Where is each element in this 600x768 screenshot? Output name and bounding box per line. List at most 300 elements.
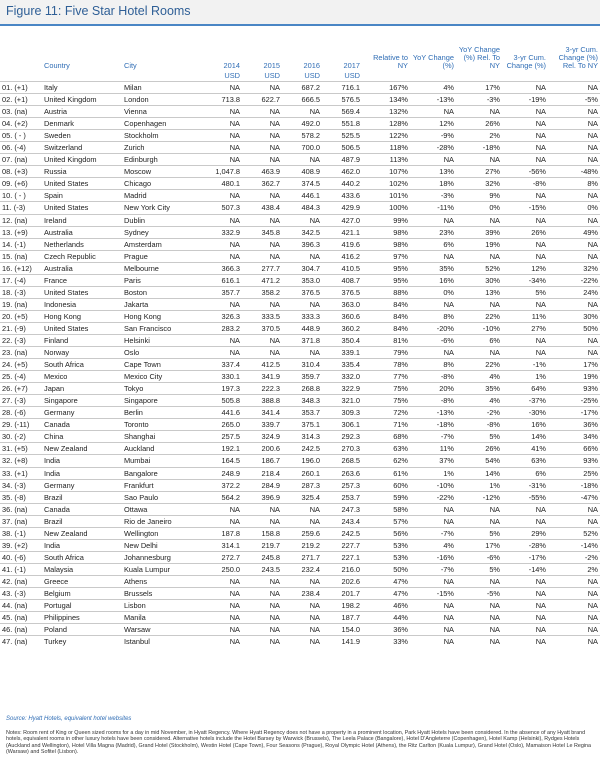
cell-relative-to-ny: 132% — [362, 106, 410, 118]
cell-y2017: 350.4 — [322, 334, 362, 346]
cell-country: New Zealand — [42, 443, 122, 455]
table-row — [0, 166, 600, 178]
unit-cell: USD — [224, 71, 240, 80]
cell-y2016: NA — [282, 575, 322, 587]
cell-cum-3yr-change-rel-ny: NA — [548, 106, 600, 118]
cell-y2015: NA — [242, 575, 282, 587]
cell-relative-to-ny: 59% — [362, 491, 410, 503]
unit-cell — [122, 70, 202, 82]
table-row — [0, 636, 600, 648]
cell-y2017: 335.4 — [322, 359, 362, 371]
table-row — [0, 286, 600, 298]
cell-rank: 21. (-9) — [0, 322, 42, 334]
cell-yoy-change-rel-ny: 13% — [456, 286, 502, 298]
unit-cell: USD — [344, 71, 360, 80]
cell-y2015: NA — [242, 624, 282, 636]
cell-city: Zurich — [122, 142, 202, 154]
table-row — [0, 298, 600, 310]
cell-country: Czech Republic — [42, 250, 122, 262]
cell-country: Canada — [42, 503, 122, 515]
cell-relative-to-ny: 101% — [362, 190, 410, 202]
cell-y2015: NA — [242, 587, 282, 599]
cell-cum-3yr-change-rel-ny: 66% — [548, 443, 600, 455]
cell-y2014: NA — [202, 106, 242, 118]
table-row — [0, 310, 600, 322]
cell-yoy-change: NA — [410, 636, 456, 648]
cell-city: Chicago — [122, 178, 202, 190]
cell-yoy-change: -6% — [410, 334, 456, 346]
cell-yoy-change-rel-ny: NA — [456, 347, 502, 359]
cell-y2015: NA — [242, 118, 282, 130]
table-row — [0, 347, 600, 359]
cell-country: Japan — [42, 383, 122, 395]
cell-rank: 08. (+3) — [0, 166, 42, 178]
cell-country: Spain — [42, 190, 122, 202]
cell-relative-to-ny: 98% — [362, 226, 410, 238]
cell-cum-3yr-change-rel-ny: -2% — [548, 551, 600, 563]
cell-y2014: 314.1 — [202, 539, 242, 551]
cell-rank: 23. (na) — [0, 347, 42, 359]
cell-yoy-change: 0% — [410, 286, 456, 298]
cell-rank: 34. (-3) — [0, 479, 42, 491]
table-header-row — [0, 29, 600, 70]
cell-city: Sydney — [122, 226, 202, 238]
cell-y2015: 243.5 — [242, 563, 282, 575]
cell-cum-3yr-change-rel-ny: NA — [548, 334, 600, 346]
cell-y2017: 506.5 — [322, 142, 362, 154]
cell-city: Sao Paulo — [122, 491, 202, 503]
cell-y2016: NA — [282, 515, 322, 527]
cell-yoy-change: 23% — [410, 226, 456, 238]
cell-city: Stockholm — [122, 130, 202, 142]
cell-yoy-change-rel-ny: 1% — [456, 479, 502, 491]
cell-cum-3yr-change-rel-ny: -17% — [548, 407, 600, 419]
table-row — [0, 431, 600, 443]
cell-y2017: 257.3 — [322, 479, 362, 491]
cell-cum-3yr-change-rel-ny: NA — [548, 250, 600, 262]
cell-y2014: 713.8 — [202, 94, 242, 106]
cell-rank: 41. (-1) — [0, 563, 42, 575]
cell-yoy-change: NA — [410, 600, 456, 612]
cell-y2014: NA — [202, 587, 242, 599]
cell-y2014: 564.2 — [202, 491, 242, 503]
cell-cum-3yr-change: NA — [502, 600, 548, 612]
cell-y2017: 242.5 — [322, 527, 362, 539]
cell-y2014: NA — [202, 82, 242, 94]
cell-relative-to-ny: 134% — [362, 94, 410, 106]
cell-yoy-change: NA — [410, 347, 456, 359]
cell-y2015: 333.5 — [242, 310, 282, 322]
cell-y2017: 253.7 — [322, 491, 362, 503]
cell-y2017: 551.8 — [322, 118, 362, 130]
cell-city: Ottawa — [122, 503, 202, 515]
cell-y2014: NA — [202, 190, 242, 202]
cell-y2015: 245.8 — [242, 551, 282, 563]
cell-y2015: NA — [242, 106, 282, 118]
cell-cum-3yr-change: -1% — [502, 359, 548, 371]
table-row — [0, 226, 600, 238]
cell-y2014: 337.4 — [202, 359, 242, 371]
cell-rank: 06. (-4) — [0, 142, 42, 154]
cell-yoy-change-rel-ny: 6% — [456, 334, 502, 346]
table-row — [0, 563, 600, 575]
cell-city: Boston — [122, 286, 202, 298]
cell-yoy-change: NA — [410, 106, 456, 118]
cell-relative-to-ny: 61% — [362, 467, 410, 479]
cell-y2017: 433.6 — [322, 190, 362, 202]
cell-y2016: NA — [282, 298, 322, 310]
cell-yoy-change: -13% — [410, 94, 456, 106]
cell-y2014: 366.3 — [202, 262, 242, 274]
cell-y2014: 332.9 — [202, 226, 242, 238]
cell-y2015: 622.7 — [242, 94, 282, 106]
header-2017: 2017 — [343, 61, 360, 70]
cell-y2014: NA — [202, 636, 242, 648]
cell-cum-3yr-change: -31% — [502, 479, 548, 491]
cell-rank: 19. (na) — [0, 298, 42, 310]
cell-y2017: 440.2 — [322, 178, 362, 190]
cell-rank: 07. (na) — [0, 154, 42, 166]
cell-rank: 16. (+12) — [0, 262, 42, 274]
cell-rank: 01. (+1) — [0, 82, 42, 94]
cell-country: Brazil — [42, 515, 122, 527]
cell-country: Belgium — [42, 587, 122, 599]
cell-yoy-change-rel-ny: 26% — [456, 443, 502, 455]
cell-yoy-change: -22% — [410, 491, 456, 503]
cell-cum-3yr-change-rel-ny: NA — [548, 214, 600, 226]
cell-y2016: NA — [282, 503, 322, 515]
cell-relative-to-ny: 60% — [362, 479, 410, 491]
cell-yoy-change: 18% — [410, 178, 456, 190]
header-city: City — [124, 61, 137, 70]
cell-y2015: 200.6 — [242, 443, 282, 455]
cell-y2015: 219.7 — [242, 539, 282, 551]
cell-relative-to-ny: 81% — [362, 334, 410, 346]
cell-yoy-change: 37% — [410, 455, 456, 467]
cell-y2015: 412.5 — [242, 359, 282, 371]
cell-y2014: 164.5 — [202, 455, 242, 467]
cell-country: France — [42, 274, 122, 286]
cell-cum-3yr-change-rel-ny: NA — [548, 515, 600, 527]
header-2015: 2015 — [263, 61, 280, 70]
figure-title: Figure 11: Five Star Hotel Rooms — [6, 4, 191, 18]
cell-relative-to-ny: 58% — [362, 503, 410, 515]
source-note: Source: Hyatt Hotels, equivalent hotel websites — [6, 716, 132, 722]
cell-rank: 12. (na) — [0, 214, 42, 226]
cell-yoy-change-rel-ny: 30% — [456, 274, 502, 286]
cell-city: Cape Town — [122, 359, 202, 371]
cell-yoy-change: -11% — [410, 202, 456, 214]
cell-yoy-change-rel-ny: -2% — [456, 407, 502, 419]
table-row — [0, 539, 600, 551]
cell-relative-to-ny: 84% — [362, 310, 410, 322]
cell-y2014: NA — [202, 503, 242, 515]
cell-yoy-change: 8% — [410, 310, 456, 322]
cell-yoy-change-rel-ny: 2% — [456, 130, 502, 142]
cell-y2016: 492.0 — [282, 118, 322, 130]
cell-y2017: 201.7 — [322, 587, 362, 599]
cell-city: Madrid — [122, 190, 202, 202]
cell-y2015: 218.4 — [242, 467, 282, 479]
cell-country: China — [42, 431, 122, 443]
cell-rank: 13. (+9) — [0, 226, 42, 238]
cell-cum-3yr-change-rel-ny: NA — [548, 238, 600, 250]
cell-yoy-change: NA — [410, 515, 456, 527]
cell-y2015: 345.8 — [242, 226, 282, 238]
cell-country: Australia — [42, 226, 122, 238]
unit-cell — [362, 70, 410, 82]
cell-y2015: 362.7 — [242, 178, 282, 190]
cell-y2017: 216.0 — [322, 563, 362, 575]
cell-cum-3yr-change: NA — [502, 190, 548, 202]
cell-city: Singapore — [122, 395, 202, 407]
cell-y2016: 700.0 — [282, 142, 322, 154]
cell-cum-3yr-change-rel-ny: NA — [548, 624, 600, 636]
cell-yoy-change-rel-ny: NA — [456, 503, 502, 515]
cell-y2014: 272.7 — [202, 551, 242, 563]
cell-y2015: 277.7 — [242, 262, 282, 274]
cell-yoy-change: -9% — [410, 130, 456, 142]
cell-cum-3yr-change-rel-ny: 34% — [548, 431, 600, 443]
cell-country: Switzerland — [42, 142, 122, 154]
cell-cum-3yr-change-rel-ny: 93% — [548, 455, 600, 467]
cell-city: Oslo — [122, 347, 202, 359]
cell-y2014: 187.8 — [202, 527, 242, 539]
table-row — [0, 371, 600, 383]
cell-y2016: 353.0 — [282, 274, 322, 286]
cell-city: Edinburgh — [122, 154, 202, 166]
cell-y2015: NA — [242, 515, 282, 527]
cell-y2015: 341.9 — [242, 371, 282, 383]
cell-country: Austria — [42, 106, 122, 118]
cell-y2016: NA — [282, 636, 322, 648]
cell-y2014: NA — [202, 334, 242, 346]
cell-y2016: 238.4 — [282, 587, 322, 599]
cell-relative-to-ny: 95% — [362, 274, 410, 286]
cell-city: Helsinki — [122, 334, 202, 346]
cell-rank: 31. (+5) — [0, 443, 42, 455]
header-yoy-change: YoY Change (%) — [412, 53, 454, 70]
cell-country: Russia — [42, 166, 122, 178]
cell-yoy-change-rel-ny: 9% — [456, 190, 502, 202]
cell-y2017: 716.1 — [322, 82, 362, 94]
cell-city: Auckland — [122, 443, 202, 455]
cell-y2016: NA — [282, 600, 322, 612]
cell-country: South Africa — [42, 551, 122, 563]
cell-city: Hong Kong — [122, 310, 202, 322]
cell-cum-3yr-change-rel-ny: 50% — [548, 322, 600, 334]
cell-cum-3yr-change: 27% — [502, 322, 548, 334]
cell-country: Greece — [42, 575, 122, 587]
cell-y2017: 416.2 — [322, 250, 362, 262]
cell-cum-3yr-change-rel-ny: 49% — [548, 226, 600, 238]
cell-cum-3yr-change-rel-ny: NA — [548, 82, 600, 94]
cell-relative-to-ny: 50% — [362, 563, 410, 575]
cell-yoy-change-rel-ny: 22% — [456, 359, 502, 371]
cell-rank: 28. (-6) — [0, 407, 42, 419]
table-row — [0, 118, 600, 130]
cell-city: Frankfurt — [122, 479, 202, 491]
cell-y2016: 219.2 — [282, 539, 322, 551]
cell-y2017: 576.5 — [322, 94, 362, 106]
cell-y2017: 227.7 — [322, 539, 362, 551]
cell-y2014: 330.1 — [202, 371, 242, 383]
table-row — [0, 178, 600, 190]
cell-cum-3yr-change: NA — [502, 118, 548, 130]
cell-relative-to-ny: 53% — [362, 551, 410, 563]
cell-yoy-change-rel-ny: NA — [456, 515, 502, 527]
cell-y2015: 438.4 — [242, 202, 282, 214]
cell-country: Ireland — [42, 214, 122, 226]
cell-relative-to-ny: 56% — [362, 527, 410, 539]
cell-y2016: 348.3 — [282, 395, 322, 407]
cell-y2014: NA — [202, 142, 242, 154]
cell-y2014: 480.1 — [202, 178, 242, 190]
cell-y2017: 360.2 — [322, 322, 362, 334]
cell-cum-3yr-change: NA — [502, 612, 548, 624]
cell-y2017: 376.5 — [322, 286, 362, 298]
table-row — [0, 467, 600, 479]
cell-y2016: 271.7 — [282, 551, 322, 563]
cell-y2015: NA — [242, 334, 282, 346]
cell-rank: 35. (-8) — [0, 491, 42, 503]
cell-country: Indonesia — [42, 298, 122, 310]
cell-yoy-change-rel-ny: 54% — [456, 455, 502, 467]
cell-cum-3yr-change-rel-ny: -18% — [548, 479, 600, 491]
cell-country: Brazil — [42, 491, 122, 503]
cell-yoy-change-rel-ny: NA — [456, 214, 502, 226]
cell-yoy-change-rel-ny: -8% — [456, 419, 502, 431]
cell-y2015: 471.2 — [242, 274, 282, 286]
cell-y2016: NA — [282, 106, 322, 118]
cell-y2017: 332.0 — [322, 371, 362, 383]
hotel-rooms-table — [0, 29, 600, 647]
cell-y2016: 310.4 — [282, 359, 322, 371]
cell-city: Lisbon — [122, 600, 202, 612]
cell-y2014: NA — [202, 575, 242, 587]
cell-relative-to-ny: 98% — [362, 238, 410, 250]
cell-relative-to-ny: 99% — [362, 214, 410, 226]
table-row — [0, 479, 600, 491]
cell-y2015: NA — [242, 250, 282, 262]
cell-y2017: 429.9 — [322, 202, 362, 214]
cell-yoy-change-rel-ny: NA — [456, 612, 502, 624]
cell-y2015: 222.3 — [242, 383, 282, 395]
cell-y2016: 446.1 — [282, 190, 322, 202]
cell-city: Istanbul — [122, 636, 202, 648]
cell-rank: 17. (-4) — [0, 274, 42, 286]
cell-city: Brussels — [122, 587, 202, 599]
cell-y2016: 232.4 — [282, 563, 322, 575]
cell-y2016: NA — [282, 624, 322, 636]
header-2014: 2014 — [223, 61, 240, 70]
cell-cum-3yr-change: NA — [502, 624, 548, 636]
cell-city: Wellington — [122, 527, 202, 539]
cell-relative-to-ny: 53% — [362, 539, 410, 551]
cell-cum-3yr-change: -34% — [502, 274, 548, 286]
table-row — [0, 322, 600, 334]
unit-cell — [456, 70, 502, 82]
cell-y2014: 372.2 — [202, 479, 242, 491]
cell-yoy-change: -8% — [410, 395, 456, 407]
cell-rank: 14. (-1) — [0, 238, 42, 250]
cell-yoy-change: 4% — [410, 539, 456, 551]
cell-y2017: 227.1 — [322, 551, 362, 563]
cell-y2017: 292.3 — [322, 431, 362, 443]
cell-country: India — [42, 455, 122, 467]
figure-title-bar — [0, 0, 600, 26]
cell-yoy-change-rel-ny: NA — [456, 624, 502, 636]
cell-y2016: 687.2 — [282, 82, 322, 94]
cell-city: Jakarta — [122, 298, 202, 310]
cell-cum-3yr-change: 12% — [502, 262, 548, 274]
cell-relative-to-ny: 84% — [362, 322, 410, 334]
cell-country: Germany — [42, 479, 122, 491]
cell-country: Denmark — [42, 118, 122, 130]
cell-city: Paris — [122, 274, 202, 286]
cell-y2015: NA — [242, 214, 282, 226]
cell-yoy-change: NA — [410, 575, 456, 587]
header-3yr-change-rel-ny: 3-yr Cum. Change (%) Rel. To NY — [558, 45, 598, 70]
cell-y2016: 484.3 — [282, 202, 322, 214]
cell-y2014: 326.3 — [202, 310, 242, 322]
cell-cum-3yr-change-rel-ny: NA — [548, 347, 600, 359]
cell-y2014: NA — [202, 130, 242, 142]
cell-cum-3yr-change: NA — [502, 130, 548, 142]
cell-cum-3yr-change-rel-ny: 32% — [548, 262, 600, 274]
cell-yoy-change: NA — [410, 503, 456, 515]
cell-cum-3yr-change-rel-ny: NA — [548, 130, 600, 142]
cell-city: Mumbai — [122, 455, 202, 467]
cell-y2016: 268.8 — [282, 383, 322, 395]
cell-rank: 36. (na) — [0, 503, 42, 515]
table-row — [0, 262, 600, 274]
cell-y2017: 321.0 — [322, 395, 362, 407]
cell-city: Prague — [122, 250, 202, 262]
cell-cum-3yr-change-rel-ny: NA — [548, 600, 600, 612]
cell-relative-to-ny: 107% — [362, 166, 410, 178]
cell-y2017: 154.0 — [322, 624, 362, 636]
cell-country: Italy — [42, 82, 122, 94]
cell-relative-to-ny: 95% — [362, 262, 410, 274]
unit-cell: USD — [264, 71, 280, 80]
cell-city: Melbourne — [122, 262, 202, 274]
cell-y2017: 363.0 — [322, 298, 362, 310]
cell-y2017: 268.5 — [322, 455, 362, 467]
cell-y2014: NA — [202, 214, 242, 226]
cell-relative-to-ny: 122% — [362, 130, 410, 142]
cell-cum-3yr-change-rel-ny: 17% — [548, 359, 600, 371]
table-row — [0, 250, 600, 262]
cell-y2016: 374.5 — [282, 178, 322, 190]
cell-city: Mexico City — [122, 371, 202, 383]
cell-yoy-change: -8% — [410, 371, 456, 383]
cell-relative-to-ny: 97% — [362, 250, 410, 262]
cell-yoy-change-rel-ny: -18% — [456, 142, 502, 154]
cell-rank: 04. (+2) — [0, 118, 42, 130]
cell-yoy-change: 13% — [410, 166, 456, 178]
cell-y2017: 360.6 — [322, 310, 362, 322]
cell-city: Rio de Janeiro — [122, 515, 202, 527]
cell-city: Copenhagen — [122, 118, 202, 130]
table-row — [0, 575, 600, 587]
cell-relative-to-ny: 88% — [362, 286, 410, 298]
cell-y2015: 463.9 — [242, 166, 282, 178]
cell-yoy-change-rel-ny: NA — [456, 636, 502, 648]
cell-y2017: 263.6 — [322, 467, 362, 479]
cell-y2014: 1,047.8 — [202, 166, 242, 178]
cell-cum-3yr-change: 14% — [502, 431, 548, 443]
